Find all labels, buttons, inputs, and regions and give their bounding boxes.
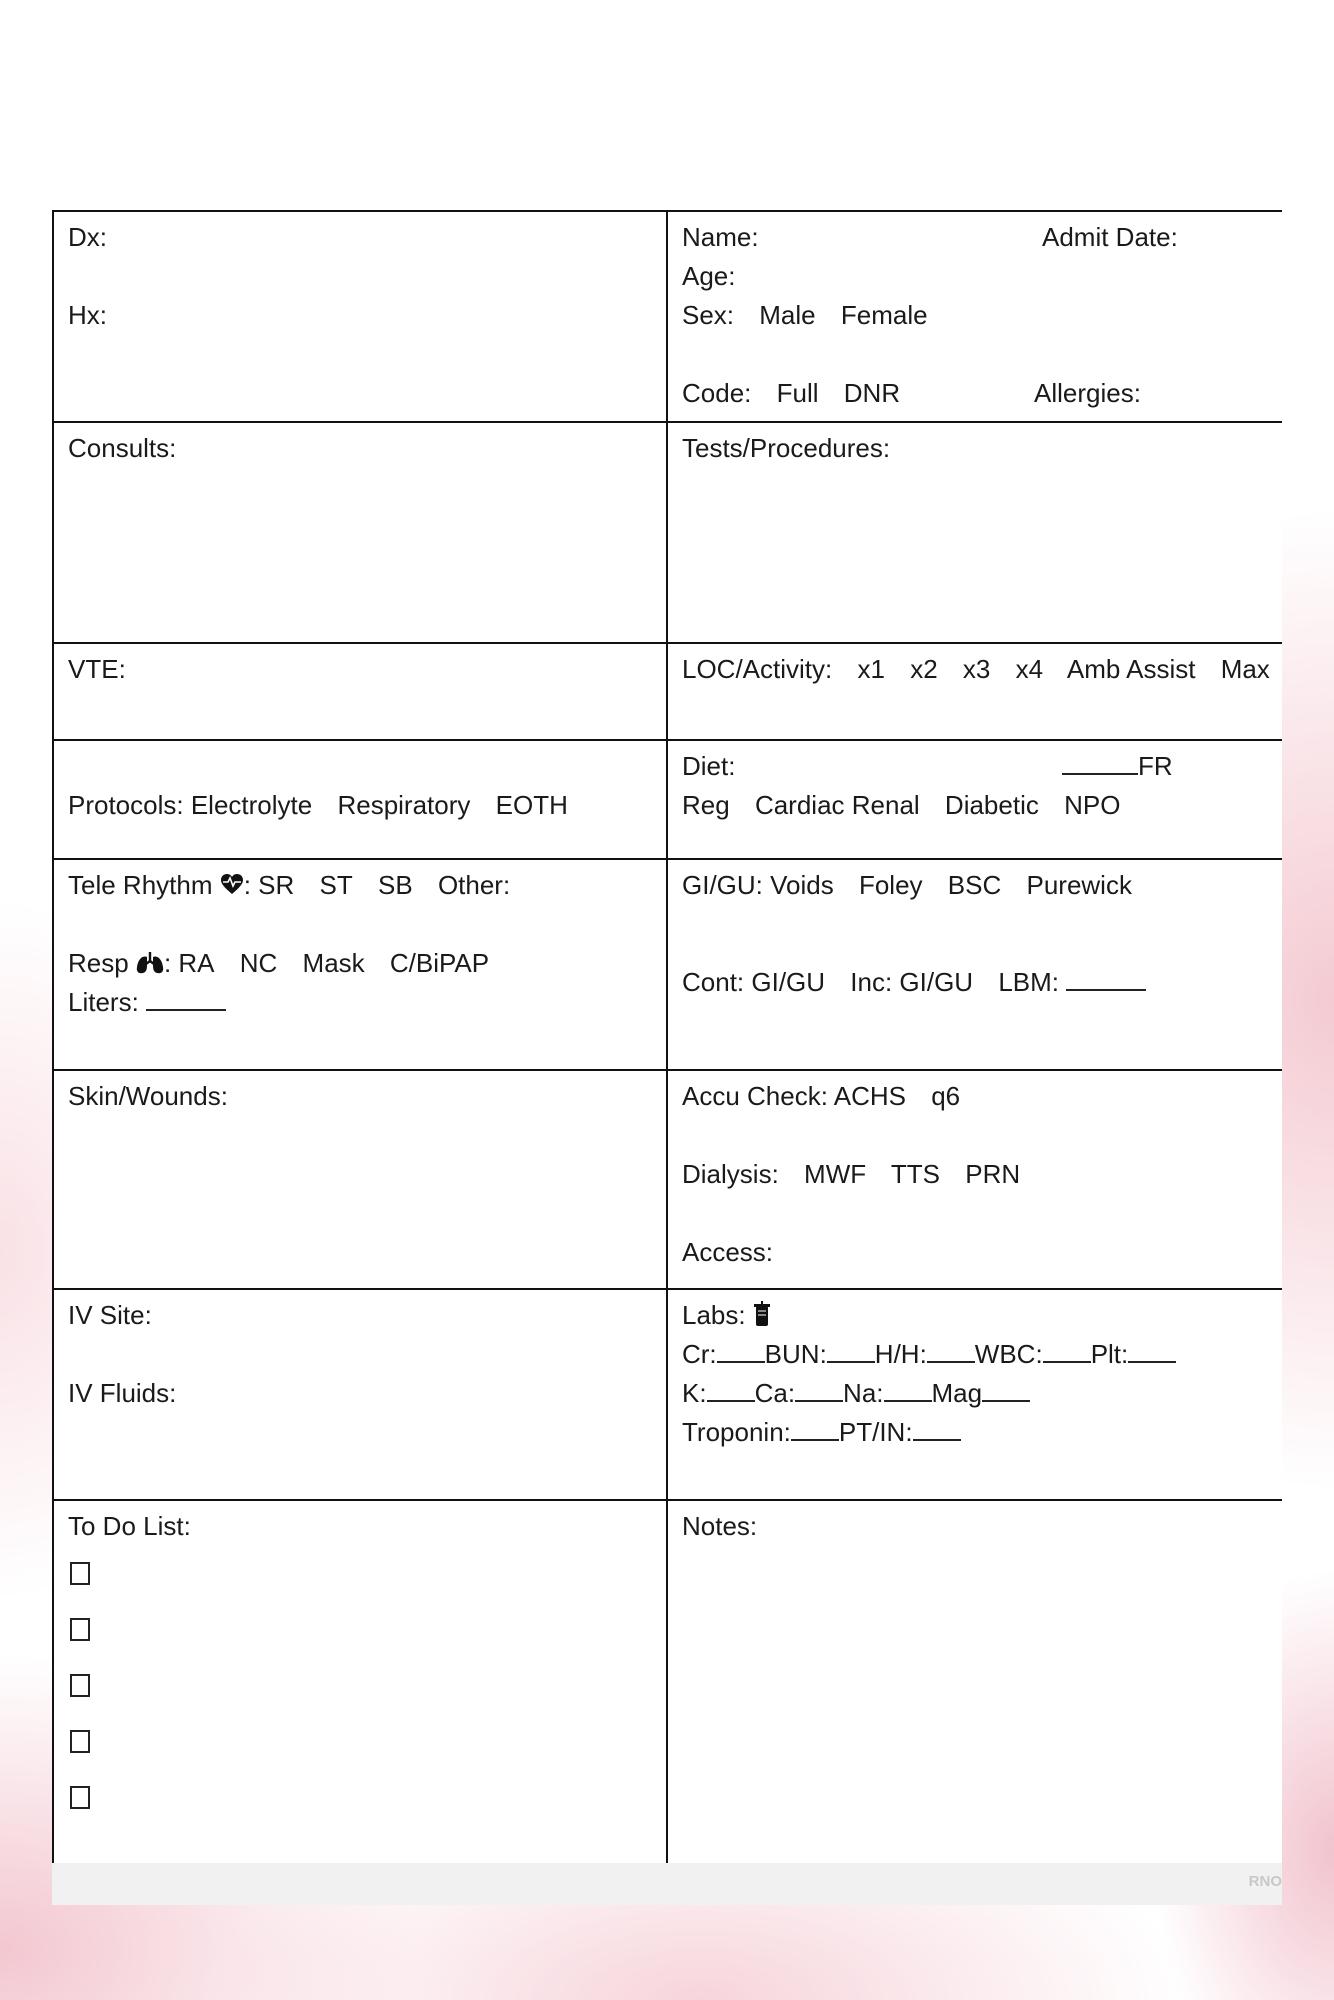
- report-sheet: [52, 80, 1282, 1905]
- sex-label: Sex:: [682, 300, 735, 330]
- access-label: Access:: [682, 1237, 774, 1267]
- consults-cell[interactable]: [53, 422, 667, 643]
- resp-label: Resp: [68, 948, 129, 978]
- report-grid: [52, 210, 1282, 1866]
- iv-fluids-label: IV Fluids:: [68, 1378, 177, 1408]
- loc-amb-assist-option[interactable]: Amb Assist: [1066, 654, 1196, 684]
- lab-troponin-label: Troponin:: [682, 1417, 791, 1447]
- diet-cell[interactable]: [667, 740, 1282, 859]
- gigu-purewick-option[interactable]: Purewick: [1026, 870, 1132, 900]
- lab-plt-label: Plt:: [1090, 1339, 1129, 1369]
- age-label: Age:: [682, 261, 736, 291]
- code-full-option[interactable]: Full: [776, 378, 819, 408]
- lab-k-label: K:: [682, 1378, 707, 1408]
- lab-troponin-blank[interactable]: [791, 1413, 839, 1441]
- dx-hx-cell[interactable]: [53, 211, 667, 422]
- allergies-label: Allergies:: [1034, 378, 1141, 408]
- lab-bun-label: BUN:: [764, 1339, 827, 1369]
- lab-hh-label: H/H:: [874, 1339, 927, 1369]
- loc-x4-option[interactable]: x4: [1015, 654, 1044, 684]
- loc-x1-option[interactable]: x1: [857, 654, 885, 684]
- protocols-cell[interactable]: [53, 740, 667, 859]
- lab-hh-blank[interactable]: [927, 1335, 975, 1363]
- todo-checkbox[interactable]: [70, 1786, 90, 1809]
- gigu-voids-option[interactable]: GI/GU: Voids: [682, 870, 834, 900]
- heart-icon: [220, 869, 244, 908]
- accu-dialysis-cell[interactable]: [667, 1070, 1282, 1289]
- cont-gigu-option[interactable]: Cont: GI/GU: [682, 967, 826, 997]
- gi-gu-cell[interactable]: [667, 859, 1282, 1070]
- todo-checkbox[interactable]: [70, 1562, 90, 1585]
- accu-check-achs-option[interactable]: Accu Check: ACHS: [682, 1081, 906, 1111]
- patient-info-cell[interactable]: [667, 211, 1282, 422]
- lab-wbc-label: WBC:: [974, 1339, 1043, 1369]
- lab-ptin-blank[interactable]: [913, 1413, 961, 1441]
- lab-mag-label: Mag: [931, 1378, 983, 1408]
- gigu-bsc-option[interactable]: BSC: [947, 870, 1002, 900]
- dialysis-mwf-option[interactable]: MWF: [804, 1159, 867, 1189]
- protocols-electrolyte[interactable]: Protocols: Electrolyte: [68, 790, 313, 820]
- resp-nc-option[interactable]: NC: [239, 948, 278, 978]
- lab-cr-label: Cr:: [682, 1339, 717, 1369]
- todo-checkbox[interactable]: [70, 1730, 90, 1753]
- tele-rhythm-label: Tele Rhythm: [68, 870, 213, 900]
- resp-mask-option[interactable]: Mask: [302, 948, 365, 978]
- diet-cardiac-renal-option[interactable]: Cardiac Renal: [754, 790, 920, 820]
- fr-label: FR: [1138, 751, 1173, 781]
- liters-blank[interactable]: [146, 983, 226, 1011]
- loc-x2-option[interactable]: x2: [910, 654, 938, 684]
- diet-label: Diet:: [682, 751, 736, 781]
- notes-cell[interactable]: [667, 1500, 1282, 1865]
- gigu-foley-option[interactable]: Foley: [858, 870, 923, 900]
- tele-other-option[interactable]: Other:: [437, 870, 511, 900]
- fr-blank[interactable]: [1062, 747, 1138, 775]
- lab-cr-blank[interactable]: [717, 1335, 765, 1363]
- sex-female-option[interactable]: Female: [840, 300, 928, 330]
- lungs-icon: [136, 947, 164, 986]
- dx-label: Dx:: [68, 222, 107, 252]
- lab-bun-blank[interactable]: [827, 1335, 875, 1363]
- todo-cell[interactable]: [53, 1500, 667, 1865]
- test-tube-icon: [753, 1299, 771, 1338]
- sex-male-option[interactable]: Male: [759, 300, 816, 330]
- tests-procedures-label: Tests/Procedures:: [682, 433, 891, 463]
- skin-wounds-cell[interactable]: [53, 1070, 667, 1289]
- code-label: Code:: [682, 378, 752, 408]
- accu-check-q6-option[interactable]: q6: [931, 1081, 961, 1111]
- skin-wounds-label: Skin/Wounds:: [68, 1081, 228, 1111]
- resp-ra-option[interactable]: : RA: [163, 948, 215, 978]
- resp-cbipap-option[interactable]: C/BiPAP: [389, 948, 490, 978]
- code-dnr-option[interactable]: DNR: [843, 378, 901, 408]
- inc-gigu-option[interactable]: Inc: GI/GU: [850, 967, 974, 997]
- dialysis-prn-option[interactable]: PRN: [965, 1159, 1021, 1189]
- lab-na-label: Na:: [843, 1378, 884, 1408]
- protocols-eoth[interactable]: EOTH: [495, 790, 568, 820]
- todo-checkbox[interactable]: [70, 1618, 90, 1641]
- name-label: Name:: [682, 222, 759, 252]
- lab-ptin-label: PT/IN:: [838, 1417, 913, 1447]
- brand-watermark: RNO: [1248, 1873, 1282, 1890]
- tele-st-option[interactable]: ST: [319, 870, 353, 900]
- lab-wbc-blank[interactable]: [1043, 1335, 1091, 1363]
- lab-mag-blank[interactable]: [982, 1374, 1030, 1402]
- tele-resp-cell[interactable]: [53, 859, 667, 1070]
- todo-label: To Do List:: [68, 1511, 191, 1541]
- admit-date-label: Admit Date:: [1042, 222, 1178, 252]
- tests-procedures-cell[interactable]: [667, 422, 1282, 643]
- lab-ca-blank[interactable]: [795, 1374, 843, 1402]
- page-footer-band: [52, 1863, 1282, 1905]
- tele-sr-option[interactable]: : SR: [243, 870, 295, 900]
- notes-label: Notes:: [682, 1511, 758, 1541]
- lab-k-blank[interactable]: [707, 1374, 755, 1402]
- protocols-respiratory[interactable]: Respiratory: [337, 790, 471, 820]
- hx-label: Hx:: [68, 300, 107, 330]
- lab-ca-label: Ca:: [754, 1378, 796, 1408]
- loc-activity-label: LOC/Activity:: [682, 654, 833, 684]
- lab-na-blank[interactable]: [884, 1374, 932, 1402]
- vte-cell[interactable]: [53, 643, 667, 740]
- dialysis-label: Dialysis:: [682, 1159, 779, 1189]
- labs-label: Labs:: [682, 1300, 746, 1330]
- loc-max-option[interactable]: Max: [1220, 654, 1270, 684]
- dialysis-tts-option[interactable]: TTS: [890, 1159, 940, 1189]
- loc-x3-option[interactable]: x3: [962, 654, 991, 684]
- lbm-label: LBM:: [998, 967, 1060, 997]
- diet-reg-option[interactable]: Reg: [682, 790, 730, 820]
- vte-label: VTE:: [68, 654, 126, 684]
- consults-label: Consults:: [68, 433, 177, 463]
- todo-checkbox[interactable]: [70, 1674, 90, 1697]
- labs-cell[interactable]: [667, 1289, 1282, 1500]
- iv-cell[interactable]: [53, 1289, 667, 1500]
- iv-site-label: IV Site:: [68, 1300, 152, 1330]
- tele-sb-option[interactable]: SB: [378, 870, 413, 900]
- loc-activity-cell[interactable]: [667, 643, 1282, 740]
- liters-label: Liters:: [68, 987, 139, 1017]
- diet-npo-option[interactable]: NPO: [1064, 790, 1121, 820]
- lbm-blank[interactable]: [1066, 963, 1146, 991]
- diet-diabetic-option[interactable]: Diabetic: [944, 790, 1039, 820]
- lab-plt-blank[interactable]: [1128, 1335, 1176, 1363]
